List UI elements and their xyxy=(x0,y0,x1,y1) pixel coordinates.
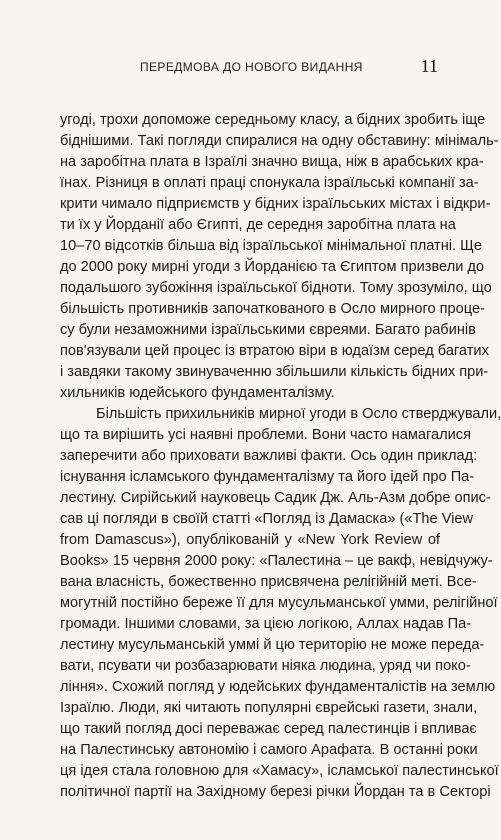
running-head xyxy=(140,56,438,80)
text-line: на Палестинську автономію і самого Арафата. В останні роки xyxy=(60,742,478,758)
text-line: що такий погляд досі переважає серед палестинців і впливає xyxy=(60,721,477,737)
text-line: ління». Схожий погляд у юдейських фундаменталістів на землю xyxy=(60,679,496,695)
text-line: 10–70 відсотків більша від ізраїльської мінімальної платні. Ще xyxy=(60,238,482,254)
text-line: до 2000 року мирні угоди з Йорданією та Єгиптом призвели до xyxy=(60,259,485,275)
text-line: більшість противників започаткованого в Осло мирного проце- xyxy=(60,301,485,317)
text-line: сав ці погляди в своїй статті «Погляд із Дамаска» («The View xyxy=(60,511,474,527)
text-line: ти їх у Йорданії або Єгипті, де середня заробітна плата на xyxy=(60,217,456,233)
text-line: політичної партії на Західному березі річки Йордан та в Секторі xyxy=(60,784,491,800)
text-line: могутній постійно береже її для мусульманської умми, релігійної xyxy=(60,595,498,611)
text-line: існування ісламського фундаменталізму та його ідей про Па- xyxy=(60,469,475,485)
text-line: Ізраїлю. Люди, які читають популярні єврейські газети, знали, xyxy=(60,700,478,716)
paragraph-first-line: Більшість прихильників мирної угоди в Осло стверджували, xyxy=(96,406,501,422)
text-line: громади. Іншими словами, за цією логікою, Аллах надав Па- xyxy=(60,616,472,632)
text-line: біднішими. Такі погляди спиралися на одну обставину: мінімаль- xyxy=(60,133,499,149)
body-text xyxy=(60,110,501,803)
text-line: лестину. Сирійський науковець Садик Дж. Аль-Азм добре опис- xyxy=(60,490,491,506)
text-line: подальшого зубожіння ізраїльської бідноти. Тому зрозуміло, що xyxy=(60,280,492,296)
text-line: вати, псувати чи розбазарювати ніяка людина, уряд чи поко- xyxy=(60,658,471,674)
text-line: угоді, трохи допоможе середньому класу, а бідних зробить іще xyxy=(60,112,486,128)
text-line: Books» 15 червня 2000 року: «Палестина – це вакф, невідчужу- xyxy=(60,553,493,569)
text-line: крити чимало підприємств у бідних ізраїльських містах і відкри- xyxy=(60,196,491,212)
text-line: су були незаможними ізраїльськими євреями. Багато рабинів xyxy=(60,322,476,338)
text-line: ця ідея стала головною для «Хамасу», ісламської палестинської xyxy=(60,763,499,779)
text-line: на заробітна плата в Ізраїлі значно вища, ніж в арабських кра- xyxy=(60,154,484,170)
text-line: from Damascus»), опублікованій у «New York Review of xyxy=(60,532,440,548)
text-line: їнах. Різниця в оплаті праці спонукала ізраїльські компанії за- xyxy=(60,175,479,191)
text-line: що та вирішить усі наявні проблеми. Вони часто намагалися xyxy=(60,427,471,443)
text-line: хильників юдейського фундаменталізму. xyxy=(60,385,335,401)
page-number: 11 xyxy=(420,56,438,76)
text-line: і завдяки такому звинуваченню збільшили кількість бідних при- xyxy=(60,364,489,380)
text-line: пов'язували цей процес із втратою віри в юдаїзм серед багатих xyxy=(60,343,489,359)
running-head-title: ПЕРЕДМОВА ДО НОВОГО ВИДАННЯ xyxy=(140,60,363,74)
text-line: заперечити або приховати важливі факти. Ось один приклад: xyxy=(60,448,478,464)
text-line: вана власність, божественно присвячена релігійній меті. Все- xyxy=(60,574,477,590)
text-line: лестину мусульманській уммі й цю територію не може переда- xyxy=(60,637,485,653)
